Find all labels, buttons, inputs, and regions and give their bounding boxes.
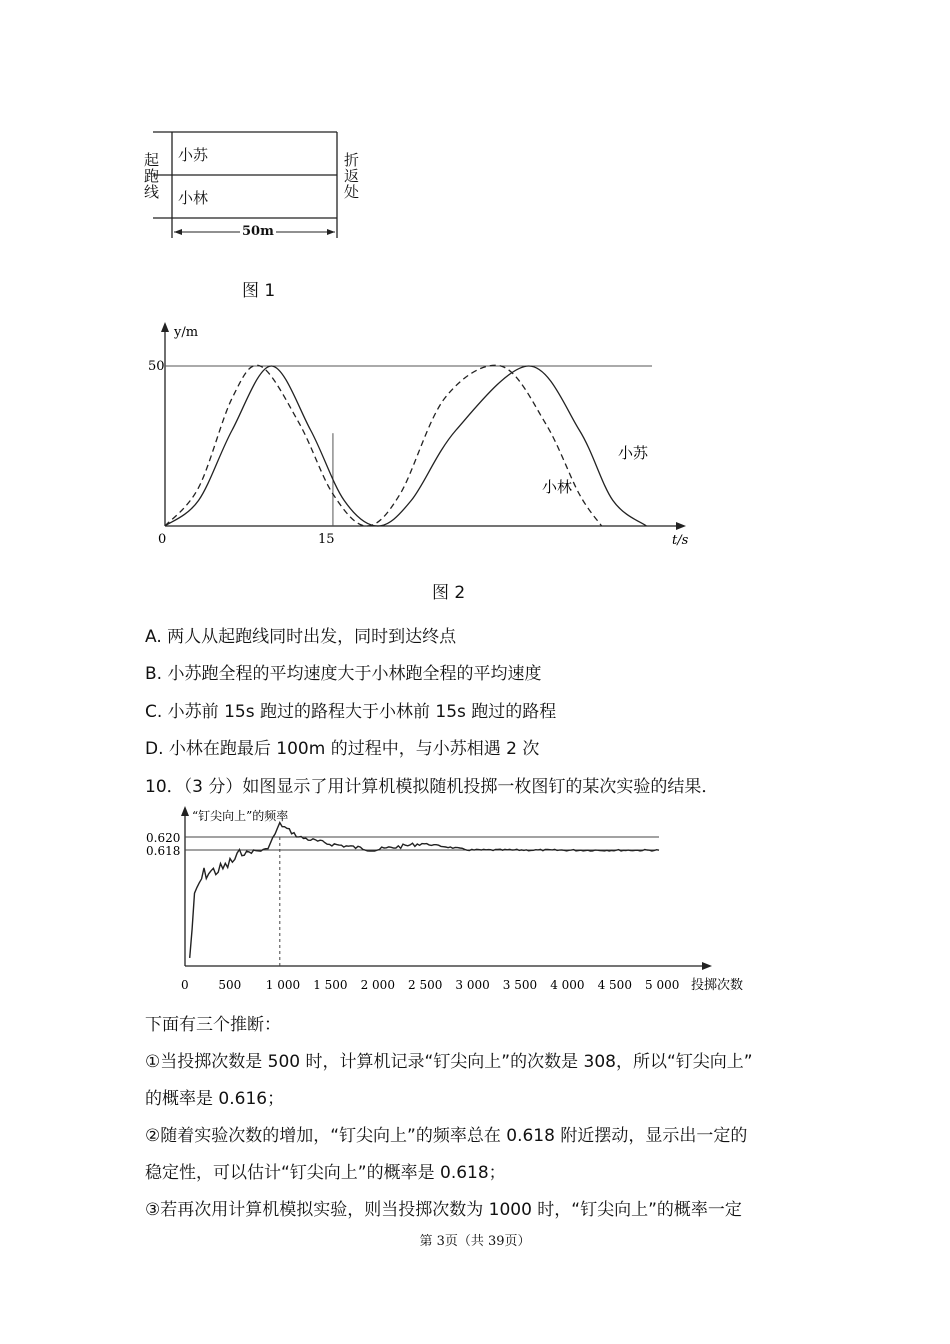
start-line-label: 起跑线: [144, 151, 160, 201]
figure-1: [140, 120, 380, 250]
inference-2-line-1: ②随着实验次数的增加，“钉尖向上”的频率总在 0.618 附近摆动，显示出一定的: [145, 1126, 748, 1146]
frequency-chart: [140, 800, 760, 1000]
figure-2-caption: 图 2: [432, 583, 466, 603]
series-xiaolin-line: [165, 365, 602, 526]
inference-3-line-1: ③若再次用计算机模拟实验，则当投掷次数为 1000 时，“钉尖向上”的概率一定: [145, 1200, 742, 1220]
inference-intro: 下面有三个推断：: [145, 1015, 281, 1035]
y-axis-label: y/m: [174, 325, 199, 340]
inference-1-line-1: ①当投掷次数是 500 时，计算机记录“钉尖向上”的次数是 308，所以“钉尖向上”: [145, 1052, 753, 1072]
y-tick-0618: 0.618: [146, 844, 181, 858]
y-tick-0620: 0.620: [146, 831, 181, 845]
x-tick-label: 4 000: [550, 978, 585, 992]
x-tick-label: 3 500: [502, 978, 538, 992]
chart-title: “钉尖向上”的频率: [192, 809, 289, 823]
y-axis-arrow: [181, 806, 189, 816]
x-axis-label: 投掷次数: [691, 978, 744, 993]
distance-label: 50m: [242, 224, 274, 239]
y-axis-arrow: [161, 322, 169, 332]
x-tick-label: 1 000: [265, 978, 301, 992]
inference-1-line-2: 的概率是 0.616；: [145, 1089, 285, 1109]
option-a: A. 两人从起跑线同时出发，同时到达终点: [145, 627, 457, 647]
x-axis-label: t/s: [672, 533, 689, 548]
series-xiaosu-line: [165, 366, 646, 526]
series-xiaolin-label: 小林: [542, 478, 573, 496]
page-footer: 第 3页（共 39页）: [419, 1234, 531, 1249]
series-xiaosu-label: 小苏: [618, 444, 649, 462]
option-b: B. 小苏跑全程的平均速度大于小林跑全程的平均速度: [145, 664, 542, 684]
inference-2-line-2: 稳定性，可以估计“钉尖向上”的概率是 0.618；: [145, 1163, 506, 1183]
question-10-stem: 10．（3 分）如图显示了用计算机模拟随机投掷一枚图钉的某次实验的结果．: [145, 777, 719, 797]
option-d: D. 小林在跑最后 100m 的过程中，与小苏相遇 2 次: [145, 739, 540, 759]
option-c: C. 小苏前 15s 跑过的路程大于小林前 15s 跑过的路程: [145, 702, 557, 722]
x-tick-label: 4 500: [597, 978, 632, 992]
y-tick-0: 0: [158, 532, 167, 547]
lane-label-bottom: 小林: [178, 189, 209, 207]
x-axis-arrow: [676, 522, 686, 530]
x-axis-arrow: [702, 962, 712, 970]
x-tick-label: 5 000: [645, 978, 680, 992]
figure-1-caption: 图 1: [242, 281, 276, 301]
x-tick-15: 15: [318, 532, 335, 547]
x-tick-label: 0: [181, 978, 189, 992]
x-tick-label: 1 500: [313, 978, 348, 992]
x-tick-label: 2 000: [360, 978, 395, 992]
x-tick-label: 3 000: [455, 978, 490, 992]
turn-label: 折返处: [344, 151, 360, 201]
figure-2-chart: [140, 318, 700, 550]
x-tick-label: 500: [218, 978, 242, 992]
x-tick-label: 2 500: [408, 978, 443, 992]
frequency-series-line: [190, 823, 659, 958]
y-tick-50: 50: [148, 359, 165, 374]
x-tick-labels: [181, 978, 679, 992]
lane-label-top: 小苏: [178, 146, 209, 164]
